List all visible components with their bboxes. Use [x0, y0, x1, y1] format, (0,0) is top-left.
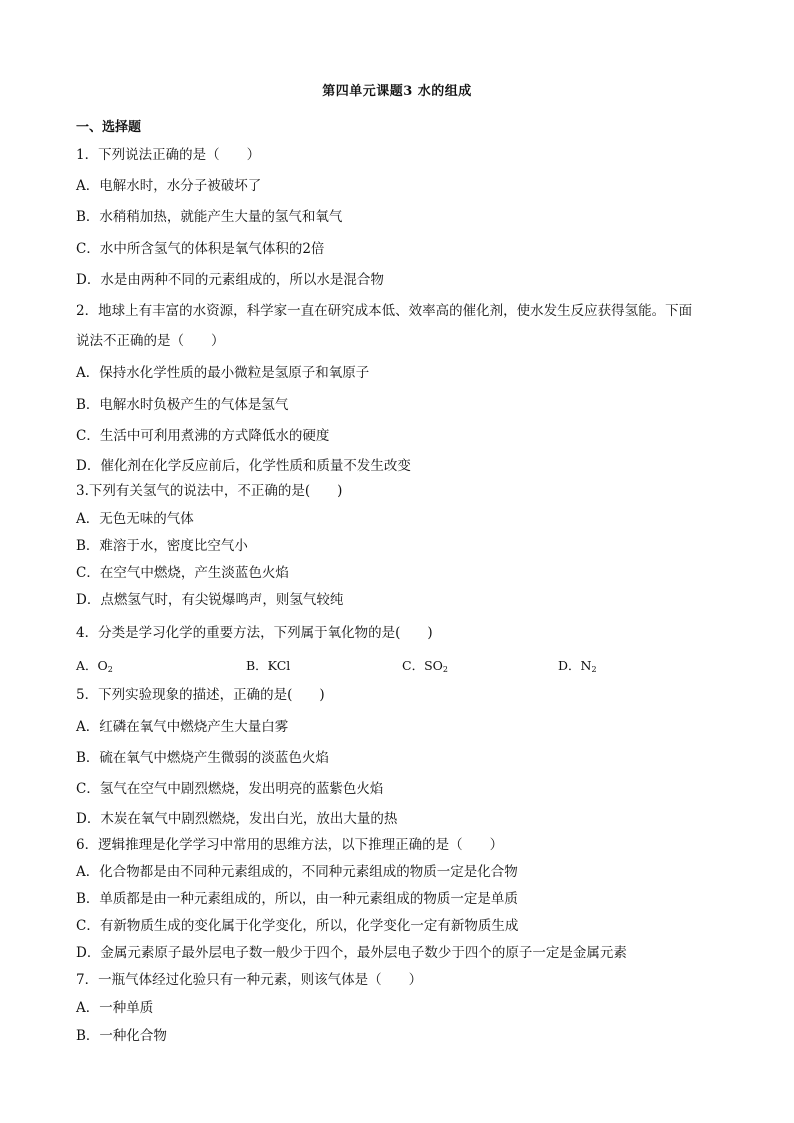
q3-stem: 3.下列有关氢气的说法中，不正确的是( ) — [76, 483, 343, 499]
q2-stem-line-1: 2．地球上有丰富的水资源，科学家一直在研究成本低、效率高的催化剂，使水发生反应获得氢能。下面 — [76, 303, 693, 319]
q1-stem: 1．下列说法正确的是（ ） — [76, 147, 261, 163]
q3-option-a: A．无色无味的气体 — [76, 511, 194, 527]
q3-option-d: D．点燃氢气时，有尖锐爆鸣声，则氢气较纯 — [76, 592, 344, 608]
section-heading: 一、选择题 — [76, 120, 142, 135]
q3-option-c: C．在空气中燃烧，产生淡蓝色火焰 — [76, 565, 289, 581]
q6-option-a: A．化合物都是由不同种元素组成的，不同种元素组成的物质一定是化合物 — [76, 864, 518, 880]
q5-option-c: C．氢气在空气中剧烈燃烧，发出明亮的蓝紫色火焰 — [76, 781, 384, 797]
q2-option-c: C．生活中可利用煮沸的方式降低水的硬度 — [76, 428, 330, 444]
q4-options-row — [76, 656, 716, 674]
q1-option-a: A．电解水时，水分子被破坏了 — [76, 178, 262, 194]
q4-stem: 4．分类是学习化学的重要方法，下列属于氧化物的是( ) — [76, 625, 433, 641]
q5-stem: 5．下列实验现象的描述，正确的是( ) — [76, 687, 325, 703]
q4-option-a: A．$O_2$ — [76, 658, 113, 674]
q2-option-d: D．催化剂在化学反应前后，化学性质和质量不发生改变 — [76, 458, 411, 474]
q2-option-b: B．电解水时负极产生的气体是氢气 — [76, 397, 289, 413]
q4-option-b: B．KCl — [246, 658, 291, 673]
q1-option-c: C．水中所含氢气的体积是氧气体积的2倍 — [76, 241, 325, 257]
q1-option-b: B．水稍稍加热，就能产生大量的氢气和氧气 — [76, 209, 343, 225]
q5-option-a: A．红磷在氧气中燃烧产生大量白雾 — [76, 719, 289, 735]
q6-stem: 6．逻辑推理是化学学习中常用的思维方法，以下推理正确的是（ ） — [76, 837, 504, 853]
q7-stem: 7．一瓶气体经过化验只有一种元素，则该气体是（ ） — [76, 972, 423, 988]
q2-stem-line-2: 说法不正确的是（ ） — [76, 333, 225, 349]
q4-option-d: D．$N_2$ — [558, 658, 597, 674]
q6-option-c: C．有新物质生成的变化属于化学变化，所以，化学变化一定有新物质生成 — [76, 918, 519, 934]
q6-option-d: D．金属元素原子最外层电子数一般少于四个，最外层电子数少于四个的原子一定是金属元素 — [76, 945, 627, 961]
q7-option-a: A．一种单质 — [76, 1000, 154, 1016]
q5-option-d: D．木炭在氧气中剧烈燃烧，发出白光，放出大量的热 — [76, 811, 398, 827]
q6-option-b: B．单质都是由一种元素组成的，所以，由一种元素组成的物质一定是单质 — [76, 891, 518, 907]
q2-option-a: A．保持水化学性质的最小微粒是氢原子和氧原子 — [76, 365, 370, 381]
q3-option-b: B．难溶于水，密度比空气小 — [76, 538, 248, 554]
q4-option-c: C．$SO_2$ — [402, 658, 448, 674]
q1-option-d: D．水是由两种不同的元素组成的，所以水是混合物 — [76, 272, 384, 288]
document-title: 第四单元课题3 水的组成 — [322, 84, 472, 99]
q5-option-b: B．硫在氧气中燃烧产生微弱的淡蓝色火焰 — [76, 750, 329, 766]
q7-option-b: B．一种化合物 — [76, 1028, 167, 1044]
